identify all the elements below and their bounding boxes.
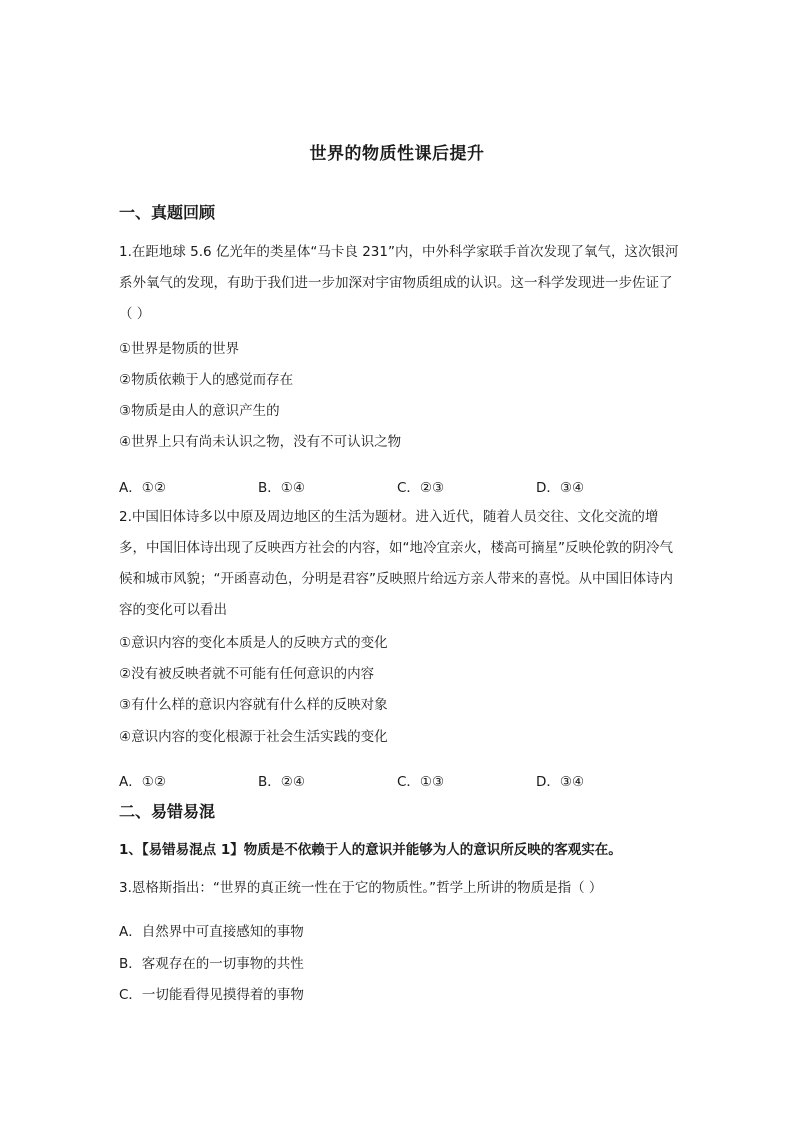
question-1-stem: 1.在距地球 5.6 亿光年的类星体“马卡良 231”内，中外科学家联手首次发现了氧气，这次银河系外氧气的发现，有助于我们进一步加深对宇宙物质组成的认识。这一科学发现进一步佐证了（ ） bbox=[119, 244, 679, 322]
question-2-item: ③有什么样的意识内容就有什么样的反映对象 bbox=[119, 697, 388, 713]
question-1-item: ④世界上只有尚未认识之物，没有不可认识之物 bbox=[119, 434, 402, 450]
question-2-item: ④意识内容的变化根源于社会生活实践的变化 bbox=[119, 729, 388, 745]
question-2-option-b: B．②④ bbox=[258, 774, 305, 790]
question-1-item: ③物质是由人的意识产生的 bbox=[119, 403, 280, 419]
question-1-option-c: C．②③ bbox=[397, 480, 445, 496]
question-2-option-d: D．③④ bbox=[536, 774, 585, 790]
question-3-option-c: C．一切能看得见摸得着的事物 bbox=[119, 987, 304, 1003]
question-1-item: ②物质依赖于人的感觉而存在 bbox=[119, 372, 294, 388]
error-point-1: 1、【易错易混点 1】物质是不依赖于人的意识并能够为人的意识所反映的客观实在。 bbox=[119, 842, 622, 858]
question-1-item: ①世界是物质的世界 bbox=[119, 341, 240, 357]
question-3-stem: 3.恩格斯指出：“世界的真正统一性在于它的物质性。”哲学上所讲的物质是指（ ） bbox=[119, 880, 603, 896]
question-2-item: ①意识内容的变化本质是人的反映方式的变化 bbox=[119, 635, 388, 651]
section-heading-review: 一、真题回顾 bbox=[119, 203, 216, 222]
question-1-option-b: B．①④ bbox=[258, 480, 305, 496]
question-2-option-c: C．①③ bbox=[397, 774, 445, 790]
question-1-option-d: D．③④ bbox=[536, 480, 585, 496]
page-title: 世界的物质性课后提升 bbox=[309, 144, 485, 164]
question-2-item: ②没有被反映者就不可能有任何意识的内容 bbox=[119, 666, 375, 682]
section-heading-errors: 二、易错易混 bbox=[119, 802, 216, 821]
question-3-option-b: B．客观存在的一切事物的共性 bbox=[119, 956, 304, 972]
question-2-option-a: A．①② bbox=[119, 774, 166, 790]
question-1-option-a: A．①② bbox=[119, 480, 166, 496]
question-2-stem: 2.中国旧体诗多以中原及周边地区的生活为题材。进入近代，随着人员交往、文化交流的增多，中国旧体诗出现了反映西方社会的内容，如“地冷宜亲火，楼高可摘星”反映伦敦的阴冷气候和城市风貌；“开函喜动色，分明是君容”反映照片给远方亲人带来的喜悦。从中国旧体诗内容的变化可以看出 bbox=[119, 509, 673, 618]
question-3-option-a: A．自然界中可直接感知的事物 bbox=[119, 924, 304, 940]
